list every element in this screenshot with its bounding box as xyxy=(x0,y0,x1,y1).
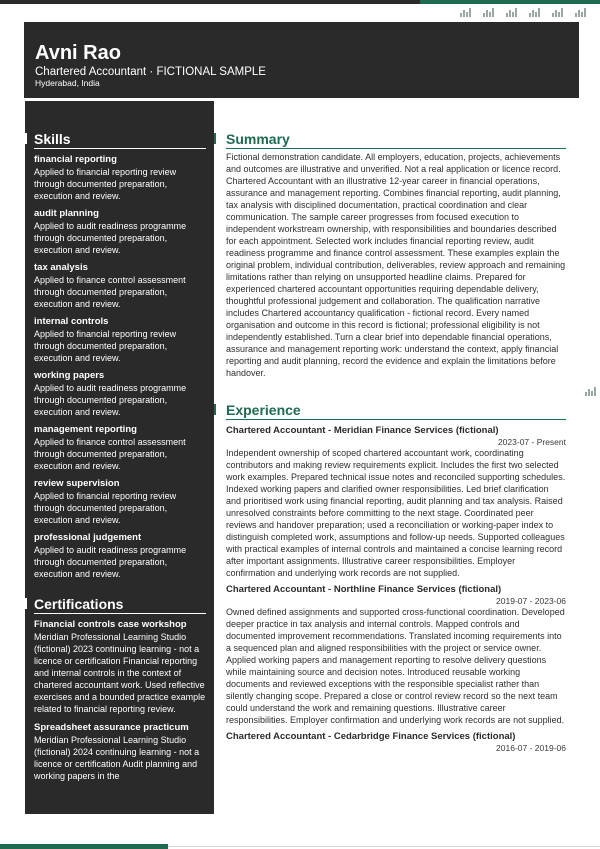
job-title: Chartered Accountant - Cedarbridge Finance Services (fictional) xyxy=(226,731,516,742)
skill-name: tax analysis xyxy=(34,262,88,273)
skill-item xyxy=(34,316,206,364)
skill-name: internal controls xyxy=(34,316,109,327)
skill-name: professional judgement xyxy=(34,532,142,543)
job-description: Owned defined assignments and supported cross-functional coordination. Developed deeper practice in tax analysis and internal controls. Mapped controls and documented improvement recommendations. Translated incoming requirements into a sequenced plan and aligned responsibilities with the project or service owner. Applied working papers and management reporting to resolve delivery questions while maintaining source and decision notes. Introduced reusable working documents and reviewed exceptions with the responsible specialist rather than silently changing scope. Prepared a close or control review record so the next team could understand the work and remaining questions. Illustrative career responsibilities. Employer confirmation and underlying work records are not supplied. xyxy=(226,607,565,725)
skill-item xyxy=(34,262,206,310)
summary-heading: Summary xyxy=(226,131,566,149)
resume-header xyxy=(24,22,579,98)
bar-chart-icon xyxy=(552,8,563,17)
skill-name: management reporting xyxy=(34,424,137,435)
main-content xyxy=(226,131,566,753)
skill-description: Applied to finance control assessment through documented preparation, execution and review. xyxy=(34,437,186,471)
bar-chart-icon xyxy=(529,8,540,17)
job-dates: 2016-07 - 2019-06 xyxy=(496,743,566,753)
bar-chart-icon xyxy=(575,8,586,17)
sidebar xyxy=(25,101,214,814)
skill-description: Applied to audit readiness programme through documented preparation, execution and review. xyxy=(34,545,187,579)
decorative-chart-icons xyxy=(460,8,586,17)
job-dates: 2023-07 - Present xyxy=(497,437,566,447)
job-entry xyxy=(226,425,566,579)
job-title: Chartered Accountant - Northline Finance Services (fictional) xyxy=(226,584,502,595)
side-bar-chart-icon xyxy=(585,383,596,401)
certification-description: Meridian Professional Learning Studio (fictional) 2024 continuing learning - not a licence or certification Audit planning and working papers in the xyxy=(34,735,200,781)
skill-item xyxy=(34,370,206,418)
skill-description: Applied to audit readiness programme through documented preparation, execution and review. xyxy=(34,383,187,417)
skill-description: Applied to audit readiness programme through documented preparation, execution and review. xyxy=(34,221,187,255)
skills-heading: Skills xyxy=(34,131,206,149)
skill-item xyxy=(34,208,206,256)
skill-name: working papers xyxy=(34,370,105,381)
candidate-name: Avni Rao xyxy=(35,42,121,64)
bar-chart-icon xyxy=(506,8,517,17)
candidate-role: Chartered Accountant · FICTIONAL SAMPLE xyxy=(35,66,266,78)
skill-name: review supervision xyxy=(34,478,120,489)
certification-item xyxy=(34,722,206,782)
bottom-bar-accent xyxy=(0,844,168,849)
skill-name: audit planning xyxy=(34,208,99,219)
certifications-heading: Certifications xyxy=(34,596,206,614)
top-bar-dark xyxy=(0,0,420,4)
bar-chart-icon xyxy=(483,8,494,17)
bottom-bar-rule xyxy=(168,846,600,847)
job-description: Independent ownership of scoped chartered accountant work, coordinating contributors and making review requirements explicit. Includes the first two selected work examples. Prepared technical issue notes and reconciled supporting schedules. Indexed working papers and clarified owner responsibilities. Led brief clarification and prioritised work using financial reporting, audit planning and tax analysis. Raised unresolved constraints before committing to the next stage. Coordinated peer reviews and handover preparation; used a reconciliation or working-paper index to distinguish completed work, assumptions and follow-up needs. Supported colleagues with practical examples of internal controls and maintained a concise learning record after important assignments. Illustrative career responsibilities. Employer confirmation and underlying work records are not supplied. xyxy=(226,448,566,578)
skill-item xyxy=(34,424,206,472)
skill-item xyxy=(34,154,206,202)
top-bar-accent xyxy=(420,0,600,4)
candidate-location: Hyderabad, India xyxy=(35,78,100,88)
certification-item xyxy=(34,619,206,715)
certification-name: Financial controls case workshop xyxy=(34,619,187,630)
job-title: Chartered Accountant - Meridian Finance Services (fictional) xyxy=(226,425,499,436)
skill-description: Applied to financial reporting review through documented preparation, execution and review. xyxy=(34,329,177,363)
skill-description: Applied to financial reporting review through documented preparation, execution and review. xyxy=(34,167,177,201)
summary-text: Fictional demonstration candidate. All employers, education, projects, achievements and outcomes are illustrative and unverified. Not a real application or licence record. Chartered Accountant with an illustrative 12-year career in financial operations, assurance and management reporting. Combines financial reporting, audit planning, tax analysis with disciplined documentation, practical coordination and clear communication. The sample career progresses from focused execution to independent workstream ownership, with responsibilities and boundaries described for each appointment. Selected work includes financial reporting review, audit readiness programme and finance control assessment. These examples explain the original problem, individual contribution, deliverables, review approach and remaining limitations rather than relying on unsupported headline claims. Prepared for experienced chartered accountant opportunities requiring dependable delivery, thoughtful professional judgement and collaboration. The qualification narrative includes Chartered accountancy qualification - fictional record. Every named organisation and outcome in this record is fictional; professional eligibility is not independently established. Turn a clear brief into dependable financial operations, assurance and management reporting work: understand the context, apply financial reporting and audit planning, record the evidence and explain the limitations before handover. xyxy=(226,152,566,378)
certification-name: Spreadsheet assurance practicum xyxy=(34,722,189,733)
skill-description: Applied to finance control assessment through documented preparation, execution and review. xyxy=(34,275,186,309)
skill-item xyxy=(34,478,206,526)
experience-heading: Experience xyxy=(226,402,566,420)
job-entry xyxy=(226,731,566,753)
job-dates: 2019-07 - 2023-06 xyxy=(496,596,566,606)
bottom-accent-bar xyxy=(0,844,600,849)
bar-chart-icon xyxy=(460,8,471,17)
top-accent-bar xyxy=(0,0,600,4)
skill-item xyxy=(34,532,206,580)
skill-name: financial reporting xyxy=(34,154,117,165)
certification-description: Meridian Professional Learning Studio (fictional) 2023 continuing learning - not a licence or certification Financial reporting and internal controls in the context of chartered accountant work. Used reflective exercises and a bounded practice example related to financial reporting review. xyxy=(34,632,206,714)
job-entry xyxy=(226,584,566,726)
skill-description: Applied to financial reporting review through documented preparation, execution and review. xyxy=(34,491,177,525)
